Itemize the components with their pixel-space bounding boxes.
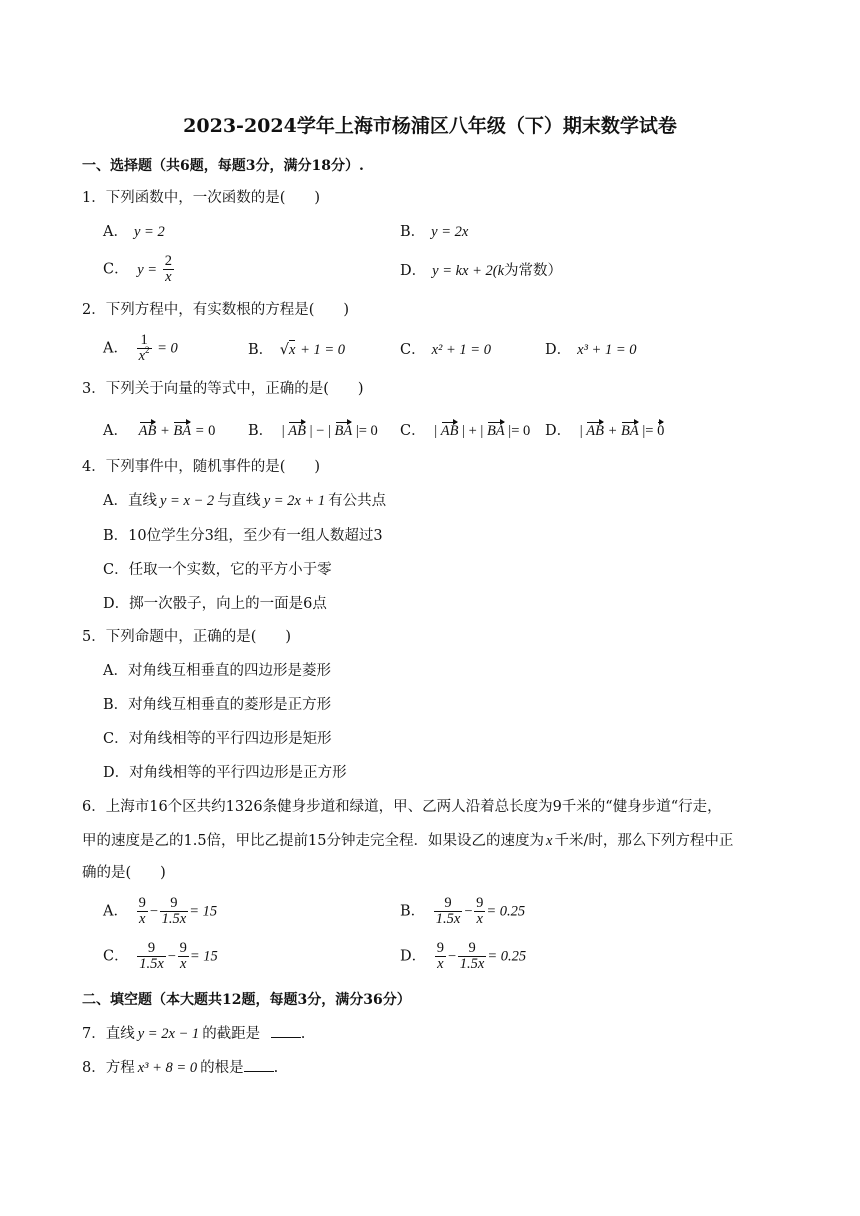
q3-option-a: A． AB + BA = 0 bbox=[103, 423, 216, 439]
q1-d-expr: y = kx + 2(k bbox=[432, 263, 505, 279]
fraction: $\frac{2}{x}$ bbox=[164, 253, 172, 286]
q4-option-b: B．10位学生分3组，至少有一组人数超过3 bbox=[103, 528, 383, 544]
option-label: C． bbox=[103, 948, 129, 965]
fraction: $\frac{9}{x}$ bbox=[179, 940, 187, 973]
q2-option-b: B． √x + 1 = 0 bbox=[248, 342, 346, 358]
q3-option-d: D． | AB + BA |= 0 bbox=[545, 423, 665, 439]
q2-c-expr: x² + 1 = 0 bbox=[431, 342, 491, 358]
q5-option-a: A．对角线互相垂直的四边形是菱形 bbox=[103, 663, 331, 679]
question-3-stem: 3．下列关于向量的等式中，正确的是( ) bbox=[82, 381, 364, 397]
q8-eq: x³ + 8 = 0 bbox=[137, 1060, 198, 1076]
q1-option-a bbox=[103, 225, 165, 240]
option-label: D． bbox=[545, 342, 572, 358]
section-heading-fill: 二、填空题（本大题共12题，每题3分，满分36分） bbox=[82, 992, 411, 1008]
question-1-stem: 1．下列函数中，一次函数的是( ) bbox=[82, 190, 321, 206]
q2-option-a bbox=[103, 333, 178, 364]
vector-ba: BA bbox=[486, 423, 505, 439]
q6-option-c: C． $\frac{9}{1.5x}$ − $\frac{9}{x}$ = 15 bbox=[103, 940, 218, 973]
question-4-stem: 4．下列事件中，随机事件的是( ) bbox=[82, 459, 321, 475]
q7-eq: y = 2x − 1 bbox=[137, 1026, 200, 1042]
q3-option-c: C． | AB | + | BA |= 0 bbox=[400, 423, 531, 439]
q6-option-b: B． $\frac{9}{1.5x}$ − $\frac{9}{x}$ = 0.25 bbox=[400, 895, 526, 928]
option-label: D． bbox=[400, 263, 427, 279]
option-label: C． bbox=[103, 261, 129, 278]
q1-a-expr: y = 2 bbox=[133, 224, 165, 240]
option-label: D． bbox=[400, 948, 427, 965]
vector-ba: BA bbox=[173, 423, 192, 439]
q3-option-b: B． | AB | − | BA |= 0 bbox=[248, 423, 378, 439]
q2-b-rhs: + 1 = 0 bbox=[300, 342, 346, 358]
fraction: $\frac{9}{1.5x}$ bbox=[459, 940, 485, 973]
option-label: D． bbox=[545, 423, 572, 439]
question-6-line-2: 甲的速度是乙的1.5倍，甲比乙提前15分钟走完全程．如果设乙的速度为 x 千米/时，那么下列方程中正 bbox=[82, 833, 734, 849]
q4-option-c: C．任取一个实数，它的平方小于零 bbox=[103, 562, 332, 578]
q5-option-b: B．对角线互相垂直的菱形是正方形 bbox=[103, 697, 332, 713]
q2-d-expr: x³ + 1 = 0 bbox=[577, 342, 637, 358]
q2-option-c bbox=[400, 343, 491, 358]
option-label: B． bbox=[248, 423, 274, 439]
answer-blank[interactable] bbox=[271, 1025, 301, 1038]
q1-b-expr: y = 2x bbox=[431, 224, 469, 240]
q4-a-eq1: y = x − 2 bbox=[159, 493, 215, 509]
option-label: B． bbox=[400, 224, 426, 240]
q6-option-d: D． $\frac{9}{x}$ − $\frac{9}{1.5x}$ = 0.25 bbox=[400, 940, 527, 973]
q4-option-d: D．掷一次骰子，向上的一面是6点 bbox=[103, 596, 327, 612]
option-label: A． bbox=[103, 340, 128, 357]
vector-ba: BA bbox=[334, 423, 353, 439]
q1-option-d bbox=[400, 264, 562, 279]
question-8: 8．方程 x³ + 8 = 0 的根是 . bbox=[82, 1060, 279, 1076]
q1-c-lhs: y = bbox=[137, 261, 158, 278]
fraction: $\frac{9}{x}$ bbox=[138, 895, 146, 928]
vector-ab: AB bbox=[586, 423, 604, 439]
q5-option-d: D．对角线相等的平行四边形是正方形 bbox=[103, 765, 347, 781]
answer-blank[interactable] bbox=[244, 1059, 274, 1072]
fraction: $\frac{1}{x^2}$ bbox=[138, 332, 150, 365]
page-title: 2023-2024学年上海市杨浦区八年级（下）期末数学试卷 bbox=[183, 115, 677, 137]
q5-option-c: C．对角线相等的平行四边形是矩形 bbox=[103, 731, 332, 747]
option-label: A． bbox=[103, 423, 128, 439]
option-label: C． bbox=[400, 342, 426, 358]
vector-ab: AB bbox=[138, 423, 157, 439]
question-6-line-3: 确的是( ) bbox=[82, 865, 166, 881]
fraction: $\frac{9}{x}$ bbox=[476, 895, 484, 928]
question-6-line-1: 6．上海市16个区共约1326条健身步道和绿道，甲、乙两人沿着总长度为9千米的“健身步道“行走， bbox=[82, 799, 722, 815]
option-label: C． bbox=[400, 423, 426, 439]
q2-option-d bbox=[545, 343, 637, 358]
option-label: A． bbox=[103, 903, 128, 920]
option-label: B． bbox=[400, 903, 426, 920]
question-2-stem: 2．下列方程中，有实数根的方程是( ) bbox=[82, 302, 350, 318]
q1-d-tail: 为常数） bbox=[504, 263, 563, 279]
question-5-stem: 5．下列命题中，正确的是( ) bbox=[82, 629, 292, 645]
fraction: $\frac{9}{1.5x}$ bbox=[161, 895, 187, 928]
q2-a-rhs: = 0 bbox=[157, 340, 178, 357]
option-label: A． bbox=[103, 224, 128, 240]
fraction: $\frac{9}{1.5x}$ bbox=[435, 895, 461, 928]
q4-option-a: A．直线 y = x − 2 与直线 y = 2x + 1 有公共点 bbox=[103, 493, 387, 509]
q2-b-radicand: x bbox=[289, 342, 296, 358]
q6-option-a: A． $\frac{9}{x}$ − $\frac{9}{1.5x}$ = 15 bbox=[103, 895, 218, 928]
vector-ba: BA bbox=[621, 423, 639, 439]
q1-option-c bbox=[103, 254, 175, 285]
fraction: $\frac{9}{1.5x}$ bbox=[139, 940, 164, 973]
option-label: B． bbox=[248, 342, 274, 358]
vector-ab: AB bbox=[288, 423, 307, 439]
q1-option-b bbox=[400, 225, 468, 240]
section-heading-choice: 一、选择题（共6题，每题3分，满分18分）. bbox=[82, 158, 364, 174]
zero-vector: 0 bbox=[657, 423, 665, 439]
vector-ab: AB bbox=[440, 423, 459, 439]
fraction: $\frac{9}{x}$ bbox=[436, 940, 444, 973]
question-7: 7．直线 y = 2x − 1 的截距是 . bbox=[82, 1026, 306, 1042]
q4-a-eq2: y = 2x + 1 bbox=[263, 493, 326, 509]
